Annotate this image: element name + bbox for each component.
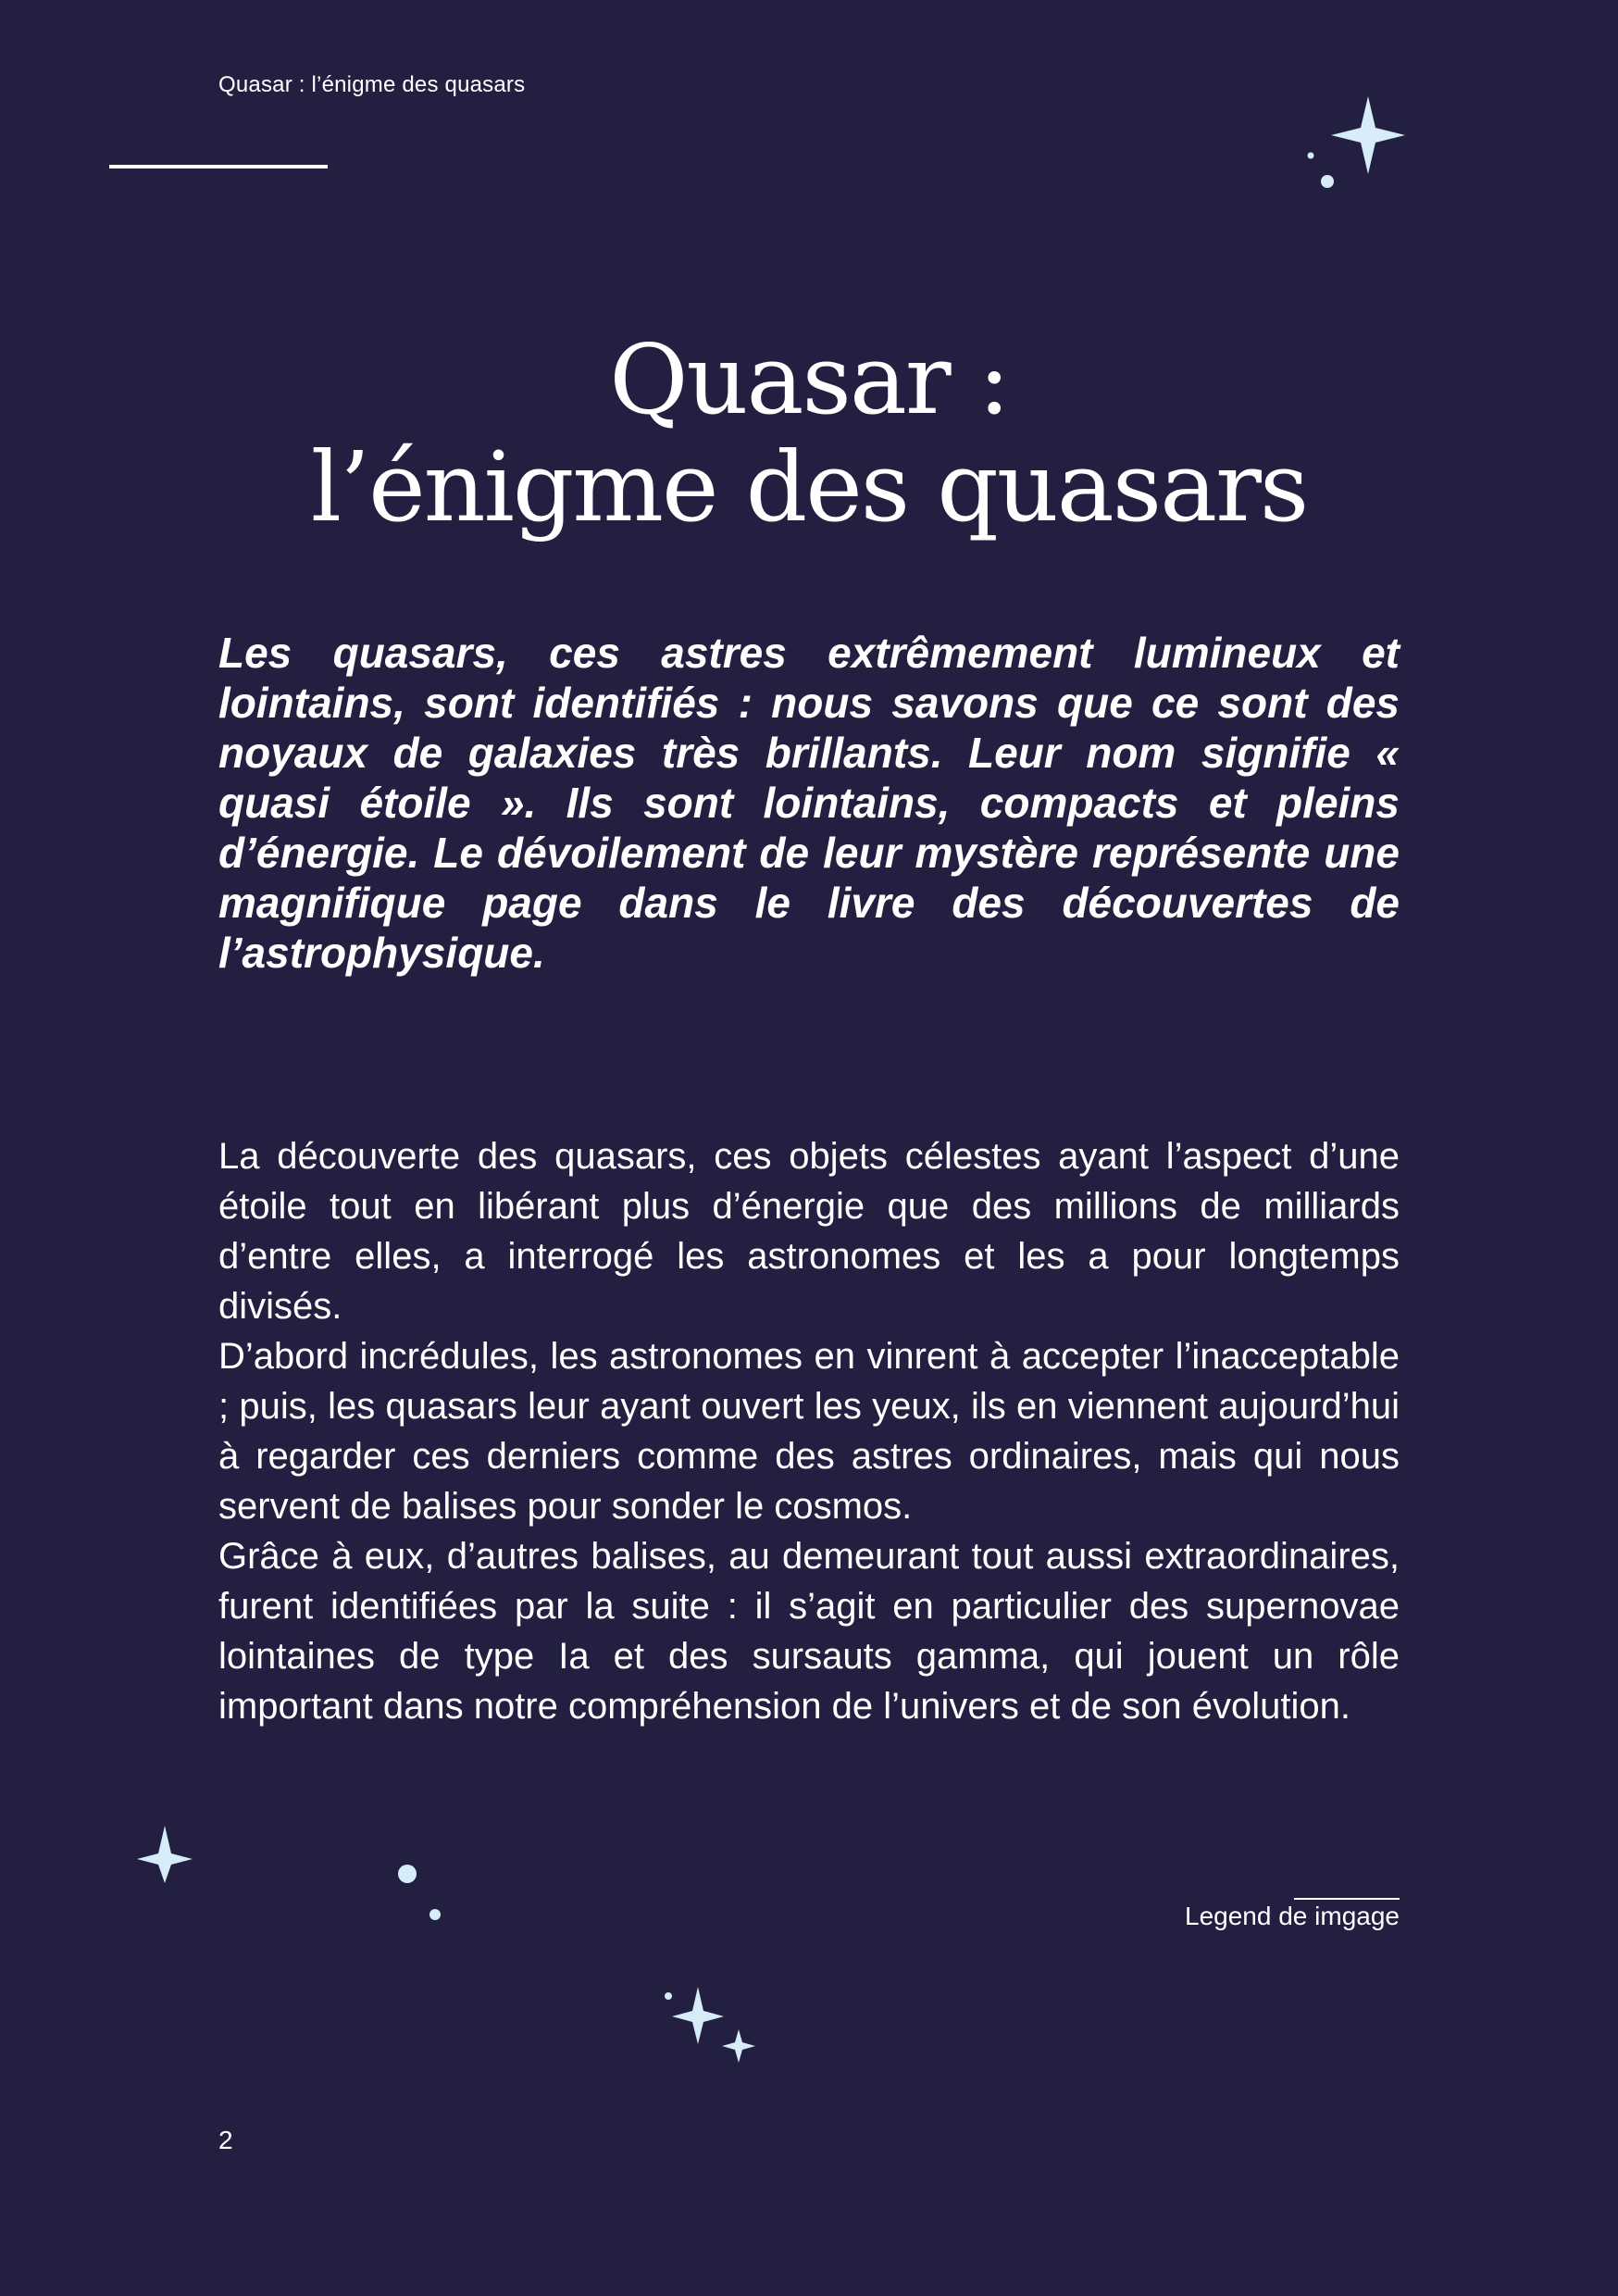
- title-line-1: Quasar :: [609, 323, 1009, 436]
- sparkle-icon: [1331, 96, 1405, 174]
- body-paragraph-3: Grâce à eux, d’autres balises, au demeurant tout aussi extraordinaires, furent identifiées par la suite : il s’agit en particulier des supernovae lointaines de type Ia et des sursauts gamma, qui jouent un rôle important dans notre compréhension de l’univers et de son évolution.: [218, 1536, 1400, 1727]
- title-line-2: l’énigme des quasars: [310, 430, 1308, 543]
- sparkle-icon: [722, 2029, 755, 2063]
- dot-icon: [1308, 153, 1314, 159]
- sparkle-icon: [137, 1826, 193, 1883]
- dot-icon: [398, 1865, 417, 1883]
- page-number: 2: [218, 2126, 233, 2154]
- body-paragraph-2: D’abord incrédules, les astronomes en vinrent à accepter l’inacceptable ; puis, les quasars leur ayant ouvert les yeux, ils en viennent aujourd’hui à regarder ces derniers comme des astres ordinaires, mais qui nous servent de balises pour sonder le cosmos.: [218, 1336, 1400, 1527]
- dot-icon: [429, 1909, 441, 1920]
- page-title: [0, 323, 1618, 543]
- body-paragraph-1: La découverte des quasars, ces objets célestes ayant l’aspect d’une étoile tout en libérant plus d’énergie que des millions de milliards d’entre elles, a interrogé les astronomes et les a pour longtemps divisés.: [218, 1136, 1400, 1327]
- running-header: Quasar : l’énigme des quasars: [218, 72, 526, 97]
- header-rule: [109, 165, 328, 168]
- dot-icon: [665, 1992, 672, 2000]
- dot-icon: [1321, 175, 1334, 188]
- image-caption: Legend de imgage: [1185, 1902, 1400, 1930]
- lead-paragraph: Les quasars, ces astres extrêmement lumineux et lointains, sont identifiés : nous savons que ce sont des noyaux de galaxies très brillants. Leur nom signifie « quasi étoile ». Ils sont lointains, compacts et pleins d’énergie. Le dévoilement de leur mystère représente une magnifique page dans le livre des découvertes de l’astrophysique.: [218, 629, 1400, 977]
- caption-rule: [1294, 1898, 1400, 1900]
- sparkle-icon: [672, 1987, 724, 2044]
- body-text: [218, 1131, 1400, 1731]
